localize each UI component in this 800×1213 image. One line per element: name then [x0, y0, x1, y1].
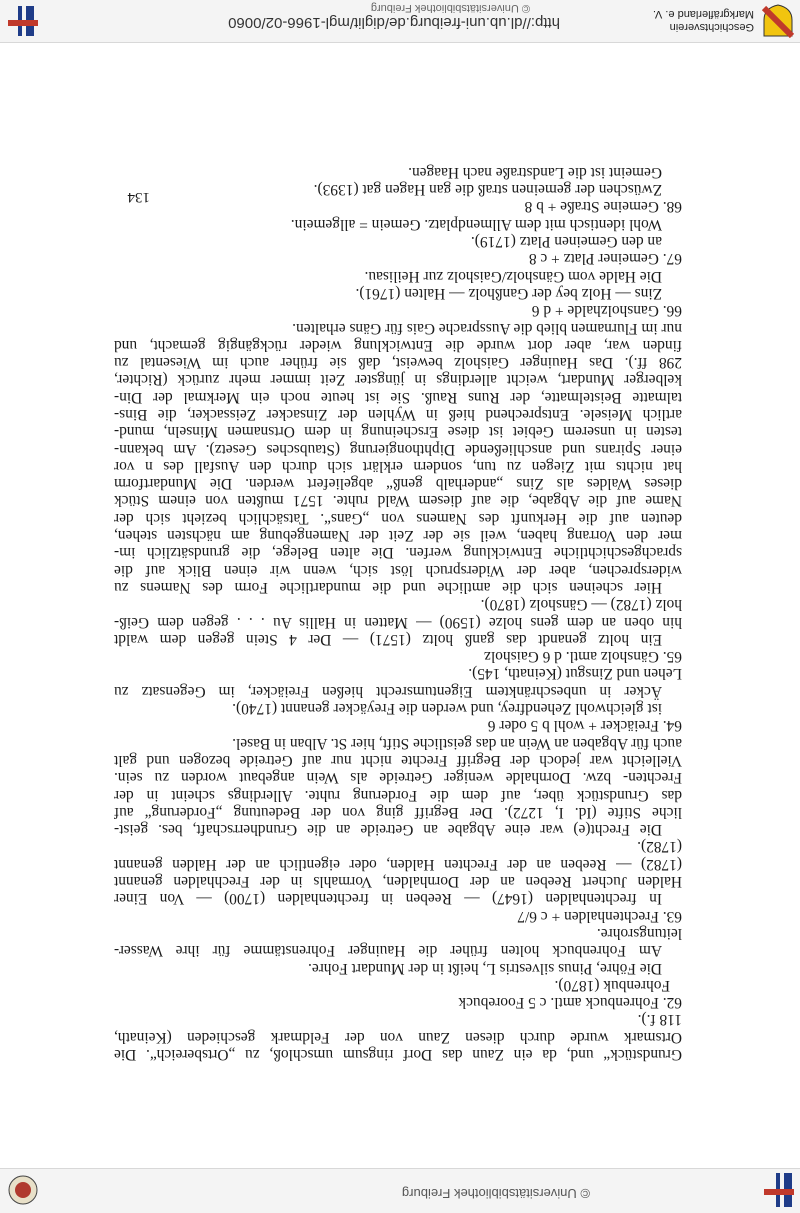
text-line: 118 f.).: [637, 1011, 682, 1029]
library-credit-footer: © Universitätsbibliothek Freiburg: [370, 2, 530, 14]
text-line: Zins — Holz bey der Ganßholz — Halten (1761).: [355, 284, 662, 302]
text-line: einer Spirans und anschließende Diphthongierung (Staubsches Gesetz). Am bekann-: [114, 440, 682, 458]
text-line: ist gleichwohl Zehendfrey, und werden die Freyäcker genannt (1740).: [232, 700, 662, 718]
page-number: 134: [127, 189, 150, 205]
text-line: Wohl identisch mit dem Allmendplatz. Gemein = allgemein.: [290, 215, 662, 233]
text-line: Name auf die Abgabe, die auf diesem Wald ruhte. 1571 mußten von einem Stück: [114, 492, 682, 510]
text-line: Äcker in unbeschränktem Eigentumsrecht hießen Freiäcker, im Gegensatz zu: [114, 682, 662, 700]
text-line: sprachgeschichtliche Entwicklung werfen. Die alten Belege, die grundsätzlich im-: [114, 544, 682, 562]
text-line: Gemeint ist die Landstraße nach Haagen.: [408, 163, 662, 181]
text-line: finden war, aber dort wurde die Entwicklung wieder rückgängig gemacht, und: [114, 336, 682, 354]
text-line: testen in unserem Gebiet ist diese Erscheinung in dem Ortsnamen Minseln, mund-: [114, 423, 682, 441]
text-line: liche Stifte (Id. I, 1272). Der Begriff ging von der Bedeutung „Forderung“ auf: [114, 803, 682, 821]
text-line: Am Fohrenbuck holten früher die Hauinger Fohrenstämme für ihre Wasser-: [114, 942, 662, 960]
text-line: Zwüschen der gemeinen straß die gan Hagen gat (1393).: [313, 181, 662, 199]
library-credit: © Universitätsbibliothek Freiburg: [401, 1186, 590, 1201]
text-line: 68. Gemeine Straße + b 8: [524, 198, 682, 216]
header-bar: [0, 1168, 800, 1213]
text-line: deuten auf die Herkunft des Namens von „Gans“. Tatsächlich bezieht sich der: [114, 509, 682, 527]
text-line: dieses Waldes als Zins „anderhalb genß“ abgeliefert werden. Die Mundartform: [114, 475, 682, 493]
university-logo-icon: [8, 6, 38, 36]
university-logo-icon: [764, 1173, 794, 1207]
text-line: leitungsrohre.: [596, 924, 682, 942]
text-line: Lehen und Zinsgut (Keinath, 145).: [468, 665, 682, 683]
text-line: kelberger Mundart, weicht allerdings in jüngster Zeit immer mehr zurück (Richter,: [114, 371, 682, 389]
text-line: artlich Meisele. Entsprechend hieß in Wyhlen der Zinsacker Zeissacker, die Bins-: [114, 406, 682, 424]
text-line: 63. Frechtenhalden + c 6/7: [517, 907, 682, 925]
text-line: widersprechen, aber der Widerspruch löst sich, wenn wir einen Blick auf die: [114, 561, 682, 579]
society-name: Geschichtsverein Markgräflerland e. V.: [652, 8, 754, 33]
coat-of-arms-icon: [762, 4, 794, 38]
text-line: Frechten- bzw. Dornhalde weniger Getreide als Wein angebaut worden zu sein.: [114, 769, 682, 787]
text-line: Die Föhre, Pinus silvestris L, heißt in der Mundart Fohre.: [308, 959, 662, 977]
text-line: 64. Freiäcker + wohl b 5 oder 6: [487, 717, 682, 735]
text-line: Die Halde vom Gänsholz/Gaisholz zur Heilisau.: [364, 267, 662, 285]
text-line: auch für Abgaben an Wein an das geistliche Stift, hier St. Alban in Basel.: [232, 734, 682, 752]
text-line: das Grundstück über, auf dem die Forderung ruhte. Allerdings scheint in der: [114, 786, 682, 804]
text-line: In frechtenhalden (1647) — Reeben in frechtenhalden (1700) — Von Einer: [114, 890, 662, 908]
text-line: mer den Vorrang haben, weil sie der Zeit der Namengebung am nächsten stehen,: [114, 527, 682, 545]
footer-bar: [0, 0, 800, 43]
text-line: (1782) — Reeben an der Frechten Halden, oder eigentlich an der Halden genannt: [114, 855, 682, 873]
text-line: Fohrenbuk (1870).: [554, 976, 670, 994]
text-line: Ein holtz genandt das ganß holtz (1571) — Der 4 Stein gegen dem waldt: [114, 630, 662, 648]
text-line: Hier scheinen sich die amtliche und die mundartliche Form des Namens zu: [114, 578, 662, 596]
text-line: 67. Gemeiner Platz + c 8: [528, 250, 682, 268]
society-logo-icon: [8, 1175, 38, 1205]
text-line: Halden Juchert Reeben an der Dornhalden, Vormahls in der Frechhalden genannt: [114, 873, 682, 891]
text-line: 298 ff.). Das Hauinger Gaisholz beweist, daß sie früher auch im Wiesental zu: [114, 354, 682, 372]
text-line: Vielleicht war jedoch der Begriff Frechte nicht nur auf Getreide bezogen und galt: [114, 751, 682, 769]
text-line: 65. Gänsholz amtl. d 6 Gaisholz: [484, 648, 682, 666]
text-line: hin oben an dem gens holze (1590) — Matten in Hallis Au . . . gegen dem Geiß-: [114, 613, 682, 631]
text-line: Die Frecht(e) war eine Abgabe an Getreide an die Grundherrschaft, bes. geist-: [114, 821, 662, 839]
text-line: Ortsmark wurde durch diesen Zaun von der Feldmark geschieden (Keinath,: [114, 1028, 682, 1046]
text-line: holz (1782) — Gänsholz (1870).: [480, 596, 682, 614]
text-line: talmatte Beistelmatte, der Runs Rauß. Sie ist heute noch ein Merkmal der Din-: [114, 388, 682, 406]
text-line: Grundstück“ und, da ein Zaun das Dorf ringsum umschloß, zu „Ortsbereich“. Die: [114, 1046, 682, 1063]
text-line: 66. Gansholzhalde + d 6: [531, 302, 682, 320]
source-url[interactable]: http://dl.ub.uni-freiburg.de/diglit/mgl-1966-02/0060: [228, 14, 560, 31]
text-line: 62. Fohrenbuck amtl. c 5 Foorebuck: [458, 994, 682, 1012]
text-line: nur im Flurnamen blieb die Aussprache Gais für Gäns erhalten.: [292, 319, 682, 337]
text-line: hat nichts mit Ziegen zu tun, sondern erklärt sich durch den Ausfall des n vor: [114, 457, 682, 475]
text-line: an den Gemeinen Platz (1719).: [470, 233, 662, 251]
document-body: [114, 164, 682, 1063]
text-line: (1782).: [637, 838, 682, 856]
